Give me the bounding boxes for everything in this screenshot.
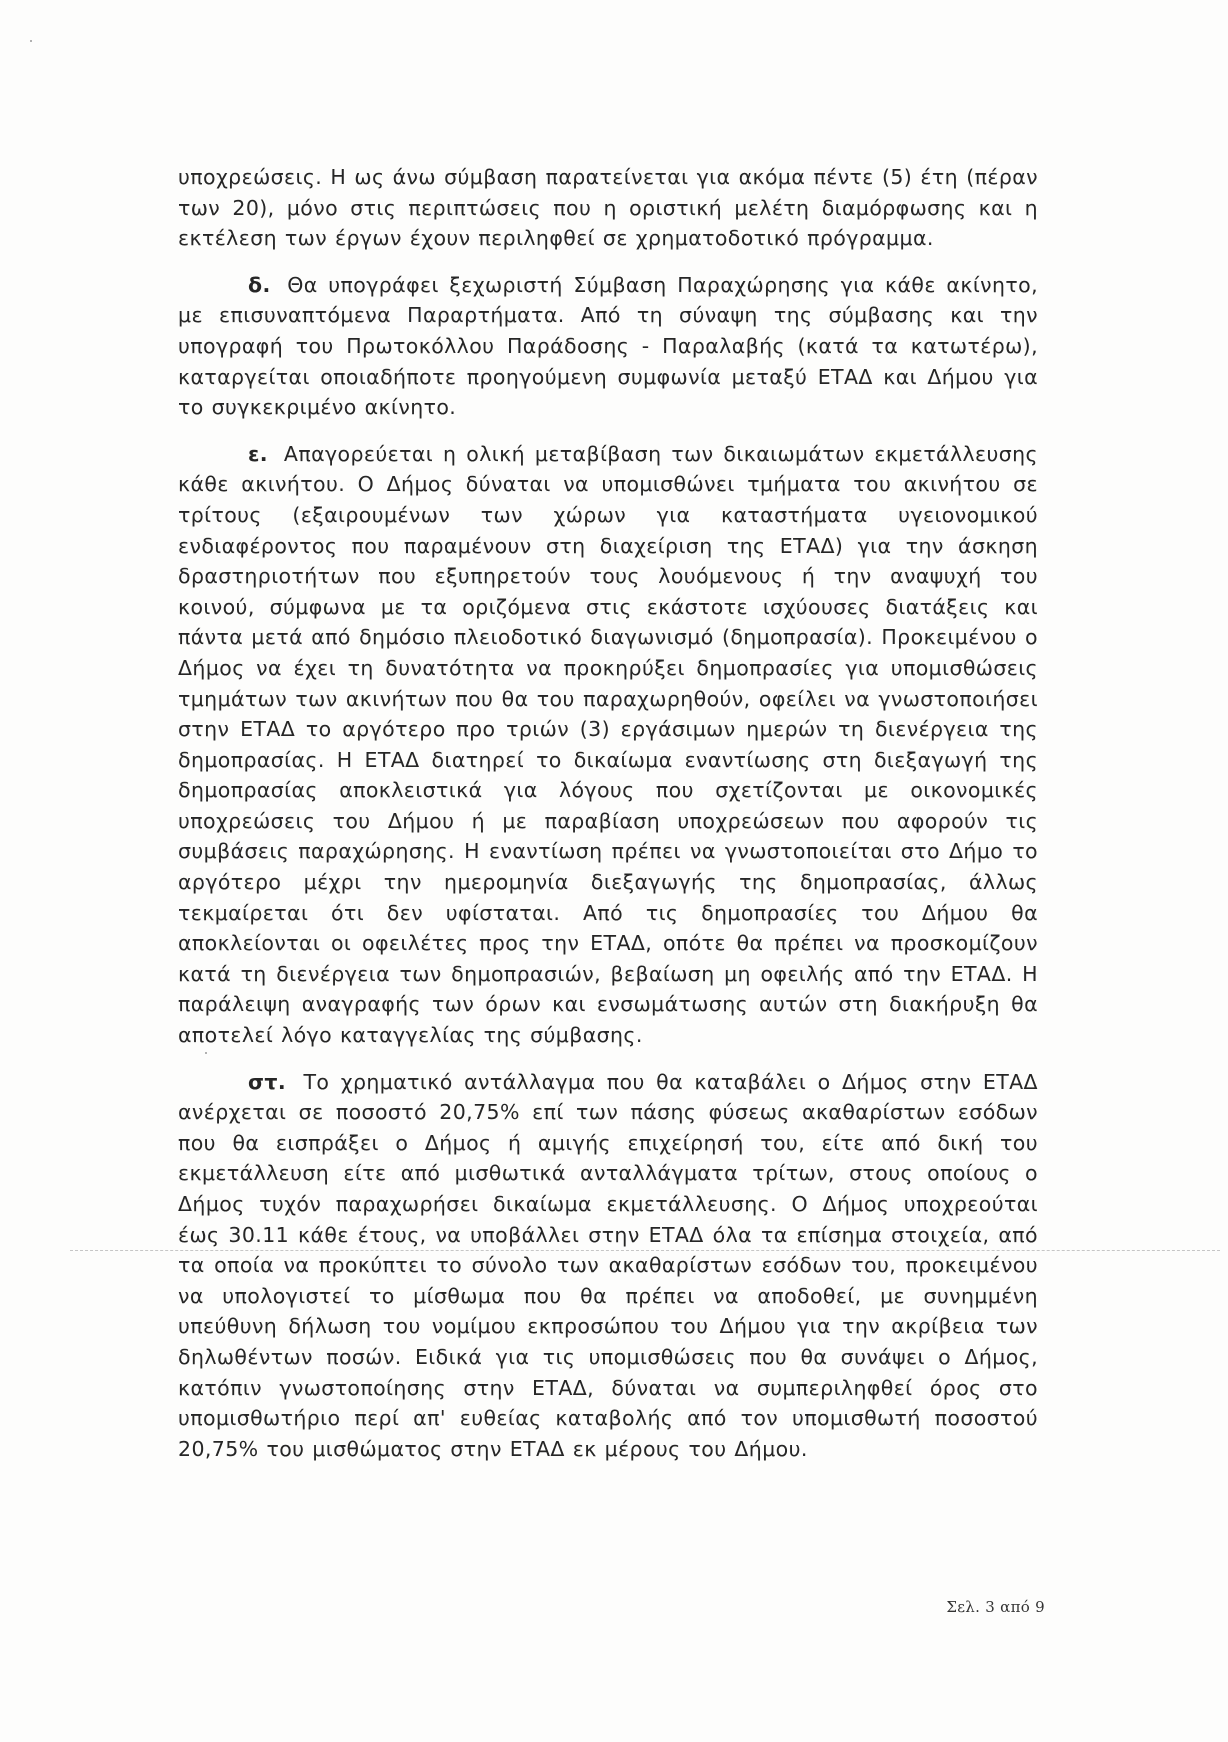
page-number: Σελ. 3 από 9 xyxy=(946,1598,1045,1616)
paragraph-text: Θα υπογράφει ξεχωριστή Σύμβαση Παραχώρησης για κάθε ακίνητο, με επισυναπτόμενα Παραρτήματα. Από τη σύναψη της σύμβασης και την υπογραφή του Πρωτοκόλλου Παράδοσης - Παραλαβής (κατά τα κατωτέρω), καταργείται οποιαδήποτε προηγούμενη συμφωνία μεταξύ ΕΤΑΔ και Δήμου για το συγκεκριμένο ακίνητο. xyxy=(178,272,1039,420)
scan-speck xyxy=(30,40,32,42)
paragraph-marker: στ. xyxy=(248,1069,287,1094)
paragraph-text: υποχρεώσεις. Η ως άνω σύμβαση παρατείνεται για ακόμα πέντε (5) έτη (πέραν των 20), μόνο στις περιπτώσεις που η οριστική μελέτη διαμόρφωσης και η εκτέλεση των έργων έχουν περιληφθεί σε χρηματοδοτικό πρόγραμμα. xyxy=(178,165,1038,251)
paragraph-marker: δ. xyxy=(248,272,271,297)
paragraph-epsilon xyxy=(178,439,1038,1051)
paragraph-marker: ε. xyxy=(248,441,268,466)
paragraph-text: Απαγορεύεται η ολική μεταβίβαση των δικαιωμάτων εκμετάλλευσης κάθε ακινήτου. Ο Δήμος δύναται να υπομισθώνει τμήματα του ακινήτου σε τρίτους (εξαιρουμένων των χώρων για καταστήματα υγειονομικού ενδιαφέροντος που παραμένουν στη διαχείριση της ΕΤΑΔ) για την άσκηση δραστηριοτήτων που εξυπηρετούν τους λουόμενους ή την αναψυχή του κοινού, σύμφωνα με τα οριζόμενα στις εκάστοτε ισχύουσες διατάξεις και πάντα μετά από δημόσιο πλειοδοτικό διαγωνισμό (δημοπρασία). Προκειμένου ο Δήμος να έχει τη δυνατότητα να προκηρύξει δημοπρασίες για υπομισθώσεις τμημάτων των ακινήτων που θα του παραχωρηθούν, οφείλει να γνωστοποιήσει στην ΕΤΑΔ το αργότερο προ τριών (3) εργάσιμων ημερών τη διενέργεια της δημοπρασίας. Η ΕΤΑΔ διατηρεί το δικαίωμα εναντίωσης στη διεξαγωγή της δημοπρασίας αποκλειστικά για λόγους που σχετίζονται με οικονομικές υποχρεώσεις του Δήμου ή με παραβίαση υποχρεώσεων που αφορούν τις συμβάσεις παραχώρησης. Η εναντίωση πρέπει να γνωστοποιείται στο Δήμο το αργότερο μέχρι την ημερομηνία διεξαγωγής της δημοπρασίας, άλλως τεκμαίρεται ότι δεν υφίσταται. Από τις δημοπρασίες του Δήμου θα αποκλείονται οι οφειλέτες προς την ΕΤΑΔ, οπότε θα πρέπει να προσκομίζουν κατά τη διενέργεια των δημοπρασιών, βεβαίωση μη οφειλής από την ΕΤΑΔ. Η παράλειψη αναγραφής των όρων και ενσωμάτωσης αυτών στη διακήρυξη θα αποτελεί λόγο καταγγελίας της σύμβασης. xyxy=(178,441,1038,1048)
document-body xyxy=(178,162,1038,1480)
paragraph-stigma-tau xyxy=(178,1067,1038,1465)
paragraph-delta xyxy=(178,270,1038,423)
paragraph-text: Το χρηματικό αντάλλαγμα που θα καταβάλει ο Δήμος στην ΕΤΑΔ ανέρχεται σε ποσοστό 20,75% επί των πάσης φύσεως ακαθαρίστων εσόδων που θα εισπράξει ο Δήμος ή αμιγής επιχείρησή του, είτε από δική του εκμετάλλευση είτε από μισθωτικά ανταλλάγματα τρίτων, στους οποίους ο Δήμος τυχόν παραχωρήσει δικαίωμα εκμετάλλευσης. Ο Δήμος υποχρεούται έως 30.11 κάθε έτους, να υποβάλλει στην ΕΤΑΔ όλα τα επίσημα στοιχεία, από τα οποία να προκύπτει το σύνολο των ακαθαρίστων εσόδων του, προκειμένου να υπολογιστεί το μίσθωμα που θα πρέπει να αποδοθεί, με συνημμένη υπεύθυνη δήλωση του νομίμου εκπροσώπου του Δήμου για την ακρίβεια των δηλωθέντων ποσών. Ειδικά για τις υπομισθώσεις που θα συνάψει ο Δήμος, κατόπιν γνωστοποίησης στην ΕΤΑΔ, δύναται να συμπεριληφθεί όρος στο υπομισθωτήριο περί απ' ευθείας καταβολής από τον υπομισθωτή ποσοστού 20,75% του μισθώματος στην ΕΤΑΔ εκ μέρους του Δήμου. xyxy=(178,1069,1038,1461)
paragraph-continuation xyxy=(178,162,1038,254)
